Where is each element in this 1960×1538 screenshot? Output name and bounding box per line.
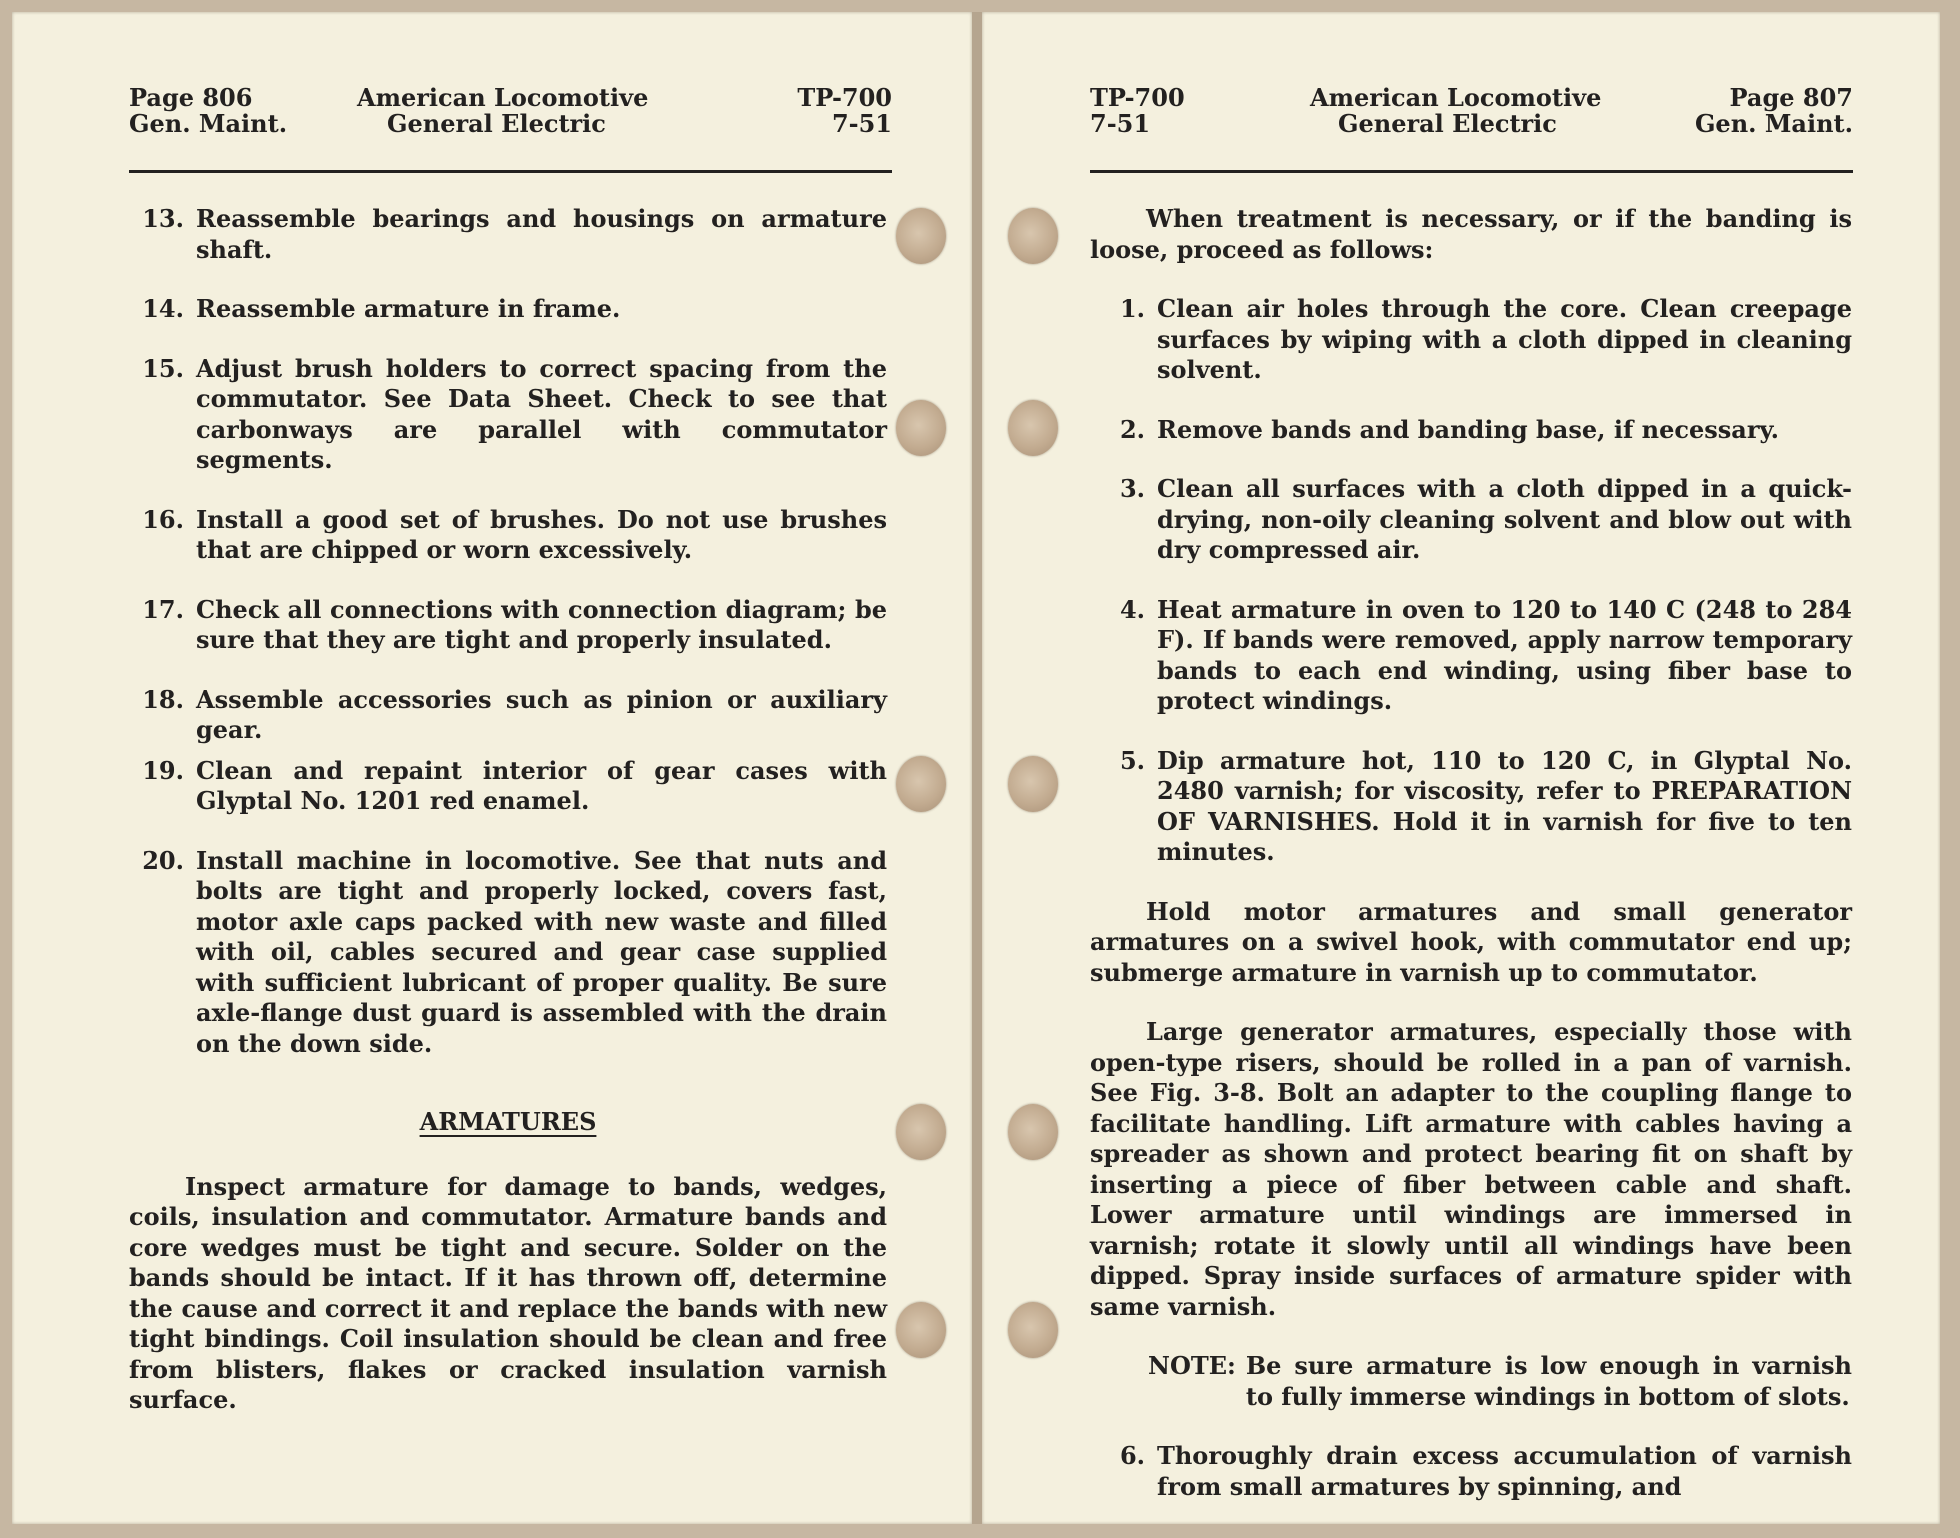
left-page-header: [129, 83, 892, 173]
page-number: Page 806: [129, 83, 253, 112]
list-item: [129, 595, 887, 656]
left-page-content: [129, 204, 887, 1445]
step-text: Heat armature in oven to 120 to 140 C (248 to 284 F). If bands were removed, apply narrow temporary bands to each end winding, using fiber base to protect windings.: [1157, 594, 1852, 715]
section-heading: [129, 1107, 887, 1138]
list-item: [129, 204, 887, 265]
list-item: [1090, 474, 1852, 566]
intro-paragraph: When treatment is necessary, or if the banding is loose, proceed as follows:: [1090, 204, 1852, 264]
step-text: Thoroughly drain excess accumulation of varnish from small armatures by spinning, and: [1157, 1441, 1852, 1501]
list-item: [1090, 294, 1852, 386]
step-text: Dip armature hot, 110 to 120 C, in Glyptal No. 2480 varnish; for viscosity, refer to PREPARATION OF VARNISHES. Hold it in varnish for five to ten minutes.: [1157, 745, 1852, 866]
item-number: 16.: [142, 504, 184, 534]
item-text: Reassemble bearings and housings on armature shaft.: [196, 204, 887, 264]
item-text: Install machine in locomotive. See that nuts and bolts are tight and properly locked, covers fast, motor axle caps packed with new waste and filled with oil, cables secured and gear case supplied with sufficient lubricant of proper quality. Be sure axle-flange dust guard is assembled with the drain on the down side.: [196, 845, 887, 1058]
step-number: 2.: [1119, 414, 1145, 444]
list-item: [1090, 746, 1852, 868]
list-item: [1090, 1441, 1852, 1502]
note-text: Be sure armature is low enough in varnish to fully immerse windings in bottom of slots.: [1245, 1351, 1852, 1411]
step-number: 4.: [1119, 594, 1145, 624]
company-line-2: General Electric: [1338, 109, 1557, 138]
armatures-paragraph: Inspect armature for damage to bands, wedges, coils, insulation and commutator. Armature bands and core wedges must be tight and secure. Solder on the bands should be intact. If it has thrown off, determine the cause and correct it and replace the bands with new tight bindings. Coil insulation should be clean and free from blisters, flakes or cracked insulation varnish surface.: [129, 1171, 887, 1414]
step-number: 5.: [1119, 745, 1145, 775]
item-text: Check all connections with connection diagram; be sure that they are tight and properly insulated.: [196, 594, 887, 654]
note-block: [1090, 1351, 1852, 1412]
binder-hole: [896, 1302, 946, 1358]
item-number: 20.: [142, 845, 184, 875]
binder-hole: [896, 1104, 946, 1160]
binder-hole: [1008, 756, 1058, 812]
left-page: [12, 12, 972, 1524]
item-number: 15.: [142, 353, 184, 383]
binder-hole: [896, 208, 946, 264]
company-line-1: American Locomotive: [357, 83, 649, 112]
list-item: [129, 505, 887, 566]
step-number: 1.: [1119, 294, 1145, 323]
step-text: Clean all surfaces with a cloth dipped in a quick-drying, non-oily cleaning solvent and blow out with dry compressed air.: [1157, 474, 1852, 564]
document-id: TP-700: [797, 83, 892, 112]
list-item: [129, 354, 887, 476]
note-label: NOTE:: [1148, 1351, 1236, 1380]
item-text: Clean and repaint interior of gear cases with Glyptal No. 1201 red enamel.: [196, 755, 887, 815]
list-item: [129, 756, 887, 817]
binder-hole: [896, 756, 946, 812]
large-generator-paragraph: Large generator armatures, especially those with open-type risers, should be rolled in a pan of varnish. See Fig. 3-8. Bolt an adapter to the coupling flange to facilitate handling. Lift armature with cables having a spreader as shown and protect bearing fit on shaft by inserting a piece of fiber between cable and shaft. Lower armature until windings are immersed in varnish; rotate it slowly until all windings have been dipped. Spray inside surfaces of armature spider with same varnish.: [1090, 1017, 1852, 1321]
step-number: 3.: [1119, 474, 1145, 503]
binder-hole: [896, 400, 946, 456]
item-number: 19.: [142, 755, 184, 785]
item-text: Install a good set of brushes. Do not use brushes that are chipped or worn excessively.: [196, 504, 887, 564]
item-number: 18.: [142, 684, 184, 714]
hold-paragraph: Hold motor armatures and small generator armatures on a swivel hook, with commutator end up; submerge armature in varnish up to commutator.: [1090, 896, 1852, 987]
list-item: [129, 685, 887, 746]
step-text: Remove bands and banding base, if necessary.: [1157, 414, 1780, 444]
step-text: Clean air holes through the core. Clean creepage surfaces by wiping with a cloth dipped in cleaning solvent.: [1157, 294, 1852, 384]
document-id: TP-700: [1090, 83, 1185, 112]
binder-hole: [1008, 1104, 1058, 1160]
section-label: Gen. Maint.: [129, 109, 288, 138]
binder-hole: [1008, 208, 1058, 264]
binding-gutter: [972, 12, 982, 1524]
item-number: 13.: [142, 204, 184, 233]
item-number: 14.: [142, 294, 184, 323]
item-text: Adjust brush holders to correct spacing from the commutator. See Data Sheet. Check to see that carbonways are parallel with commutator segments.: [196, 353, 887, 474]
list-item: [1090, 595, 1852, 717]
list-item: [129, 846, 887, 1060]
document-date: 7-51: [1090, 109, 1151, 138]
step-number: 6.: [1119, 1441, 1145, 1470]
company-line-1: American Locomotive: [1310, 83, 1602, 112]
right-page: [982, 12, 1940, 1524]
page-number: Page 807: [1729, 83, 1853, 112]
item-number: 17.: [142, 594, 184, 624]
section-label: Gen. Maint.: [1694, 109, 1853, 138]
section-heading-text: ARMATURES: [419, 1107, 597, 1136]
item-text: Assemble accessories such as pinion or auxiliary gear.: [196, 684, 887, 744]
document-date: 7-51: [831, 109, 892, 138]
right-page-header: [1090, 83, 1853, 173]
binder-hole: [1008, 1302, 1058, 1358]
list-item: [129, 294, 887, 325]
item-text: Reassemble armature in frame.: [196, 294, 621, 323]
company-line-2: General Electric: [387, 109, 606, 138]
right-page-content: [1090, 204, 1852, 1531]
binder-hole: [1008, 400, 1058, 456]
list-item: [1090, 415, 1852, 446]
